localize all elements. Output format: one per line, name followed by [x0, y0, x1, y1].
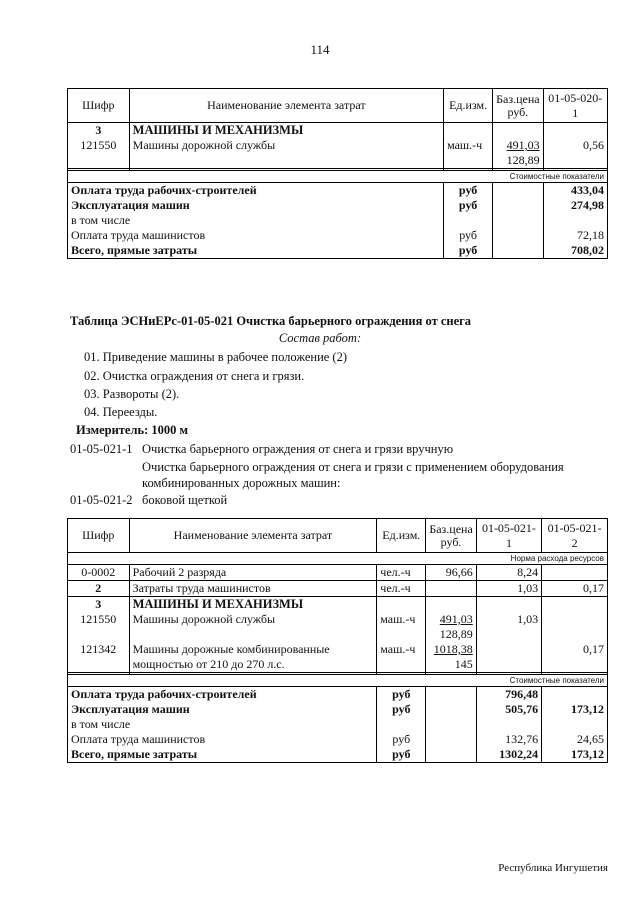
norm-label: Норма расхода ресурсов: [68, 553, 608, 565]
item-text: комбинированных дорожных машин:: [142, 476, 341, 490]
row-value-2: 0,17: [542, 642, 608, 673]
cost-label-row: [68, 171, 608, 183]
cost-name: в том числе: [68, 717, 377, 732]
cost-unit: руб: [377, 732, 426, 747]
work-item: 02. Очистка ограждения от снега и грязи.: [84, 369, 305, 383]
row-code: 2: [68, 581, 130, 597]
cost-value: 274,98: [543, 198, 607, 213]
section-title: МАШИНЫ И МЕХАНИЗМЫ: [129, 123, 443, 139]
work-item: 03. Развороты (2).: [84, 387, 180, 401]
page-number: 114: [310, 42, 330, 57]
cost-value: 72,18: [543, 228, 607, 243]
cost-row: [68, 198, 608, 213]
table-header: [68, 89, 608, 123]
cost-value-2: 173,12: [542, 702, 608, 717]
row-name-cont: мощностью от 210 до 270 л.с.: [132, 657, 285, 671]
cost-value-1: 1302,24: [476, 747, 541, 763]
row-price-1: 491,03: [506, 138, 540, 152]
row-name: Машины дорожной службы: [129, 612, 377, 642]
cost-unit: руб: [444, 198, 493, 213]
header-price: Баз.цена руб.: [426, 519, 476, 553]
row-unit: маш.-ч: [377, 642, 426, 673]
table-row: [68, 612, 608, 642]
cost-name: Оплата труда рабочих-строителей: [68, 183, 444, 199]
cost-name: Эксплуатация машин: [68, 702, 377, 717]
cost-row: [68, 747, 608, 763]
cost-unit: руб: [377, 702, 426, 717]
row-unit: чел.-ч: [377, 565, 426, 581]
row-unit: маш.-ч: [444, 138, 493, 169]
item-text: боковой щеткой: [142, 493, 228, 507]
cost-row: [68, 717, 608, 732]
row-unit: чел.-ч: [377, 581, 426, 597]
cost-label-row: [68, 675, 608, 687]
row-price-1: 491,03: [439, 612, 473, 626]
row-price: 96,66: [426, 565, 476, 581]
cost-unit: руб: [377, 747, 426, 763]
table-01-05-020: [67, 88, 608, 259]
cost-name: Оплата труда машинистов: [68, 732, 377, 747]
table-header: [68, 519, 608, 553]
section-row: [68, 597, 608, 613]
cost-name: Оплата труда машинистов: [68, 228, 444, 243]
row-name: Машины дорожные комбинированные: [132, 642, 330, 656]
row-value: 0,56: [543, 138, 607, 169]
header-unit: Ед.изм.: [444, 89, 493, 123]
cost-row: [68, 243, 608, 259]
table-row: [68, 565, 608, 581]
cost-name: Оплата труда рабочих-строителей: [68, 687, 377, 703]
row-code: 121550: [68, 138, 130, 169]
header-norm: 01-05-020-1: [543, 89, 607, 123]
row-price-1: 1018,38: [433, 642, 473, 656]
cost-unit: руб: [444, 183, 493, 199]
row-value-1: 1,03: [476, 612, 541, 642]
meter: Измеритель: 1000 м: [76, 423, 189, 437]
row-price-2: 128,89: [439, 627, 473, 641]
header-code: Шифр: [68, 89, 130, 123]
table-01-05-021: [67, 518, 608, 763]
cost-row: [68, 183, 608, 199]
table-title: Таблица ЭСНиЕРс-01-05-021 Очистка барьерного ограждения от снега: [70, 314, 472, 328]
cost-value-1: 505,76: [476, 702, 541, 717]
work-item: 01. Приведение машины в рабочее положение (2): [84, 350, 348, 364]
section-title: МАШИНЫ И МЕХАНИЗМЫ: [129, 597, 377, 613]
header-name: Наименование элемента затрат: [129, 89, 443, 123]
header-price: Баз.цена руб.: [493, 89, 543, 123]
cost-value-2: 24,65: [542, 732, 608, 747]
row-name: Рабочий 2 разряда: [129, 565, 377, 581]
row-value-1: 1,03: [476, 581, 541, 597]
row-price-2: 128,89: [506, 153, 540, 167]
row-price-2: 145: [454, 657, 473, 671]
cost-value-1: 132,76: [476, 732, 541, 747]
cost-unit: руб: [444, 243, 493, 259]
table-row: [68, 581, 608, 597]
header-code: Шифр: [68, 519, 130, 553]
cost-unit: руб: [444, 228, 493, 243]
cost-name: Всего, прямые затраты: [68, 243, 444, 259]
footer-region: Республика Ингушетия: [498, 862, 608, 874]
cost-row: [68, 213, 608, 228]
section-code: 3: [68, 597, 130, 613]
cost-label: Стоимостные показатели: [68, 675, 608, 687]
section-code: 3: [68, 123, 130, 139]
item-text: Очистка барьерного ограждения от снега и грязи с применением оборудования: [142, 460, 564, 474]
row-name: Машины дорожной службы: [129, 138, 443, 169]
norm-label-row: [68, 553, 608, 565]
row-value-2: [542, 565, 608, 581]
row-value-2: 0,17: [542, 581, 608, 597]
header-unit: Ед.изм.: [377, 519, 426, 553]
cost-row: [68, 687, 608, 703]
cost-row: [68, 732, 608, 747]
header-norm-1: 01-05-021-1: [476, 519, 541, 553]
row-unit: маш.-ч: [377, 612, 426, 642]
cost-value: 708,02: [543, 243, 607, 259]
cost-unit: руб: [377, 687, 426, 703]
cost-row: [68, 228, 608, 243]
table-row: [68, 642, 608, 673]
cost-label: Стоимостные показатели: [68, 171, 608, 183]
cost-name: в том числе: [68, 213, 444, 228]
section-row: [68, 123, 608, 139]
cost-name: Всего, прямые затраты: [68, 747, 377, 763]
cost-name: Эксплуатация машин: [68, 198, 444, 213]
row-name: Затраты труда машинистов: [129, 581, 377, 597]
header-norm-2: 01-05-021-2: [542, 519, 608, 553]
item-code: 01-05-021-2: [70, 493, 133, 507]
sostav-label: Состав работ:: [278, 331, 362, 345]
cost-value: 433,04: [543, 183, 607, 199]
row-code: 121550: [68, 612, 130, 642]
item-code: 01-05-021-1: [70, 442, 133, 456]
cost-row: [68, 702, 608, 717]
cost-value-1: 796,48: [476, 687, 541, 703]
row-value-1: 8,24: [476, 565, 541, 581]
header-name: Наименование элемента затрат: [129, 519, 377, 553]
cost-value-2: 173,12: [542, 747, 608, 763]
row-code: 0-0002: [68, 565, 130, 581]
row-code: 121342: [68, 642, 130, 673]
table-row: [68, 138, 608, 169]
item-text: Очистка барьерного ограждения от снега и грязи вручную: [142, 442, 454, 456]
work-item: 04. Переезды.: [84, 405, 158, 419]
